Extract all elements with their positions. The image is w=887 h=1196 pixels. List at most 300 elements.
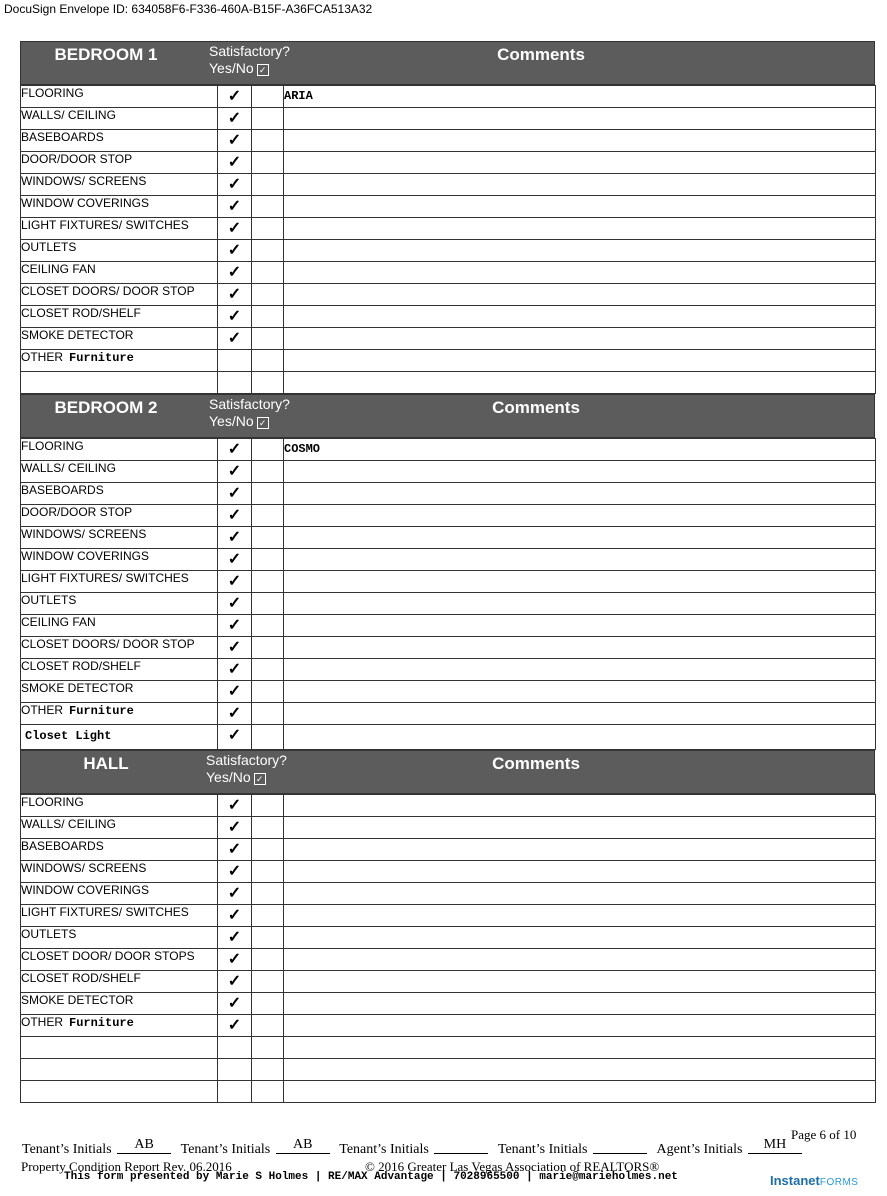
comment-cell[interactable] xyxy=(284,130,876,152)
checkbox-icon: ✓ xyxy=(257,417,269,429)
yes-cell[interactable] xyxy=(218,659,252,681)
table-row xyxy=(21,725,876,750)
yes-no-label: Yes/No xyxy=(209,60,254,76)
no-cell[interactable] xyxy=(252,505,284,527)
check-mark-icon: ✓ xyxy=(227,907,242,924)
item-label: CLOSET ROD/SHELF xyxy=(21,971,141,985)
logo-main: Instanet xyxy=(770,1173,820,1188)
yes-no-line xyxy=(209,413,290,430)
no-cell[interactable] xyxy=(252,461,284,483)
comment-cell[interactable] xyxy=(284,527,876,549)
yes-cell[interactable] xyxy=(218,130,252,152)
item-label: OTHER xyxy=(21,350,63,364)
other-item-text: Furniture xyxy=(69,351,134,365)
comment-cell[interactable] xyxy=(284,1037,876,1059)
item-label: WINDOW COVERINGS xyxy=(21,883,149,897)
check-mark-icon: ✓ xyxy=(227,176,242,193)
comment-cell[interactable] xyxy=(284,174,876,196)
tenant-initials-label-1: Tenant’s Initials xyxy=(22,1142,112,1157)
comment-text: COSMO xyxy=(284,442,321,456)
section-rows xyxy=(20,794,876,1103)
comment-cell[interactable] xyxy=(284,703,876,725)
comment-cell[interactable] xyxy=(284,637,876,659)
comment-cell[interactable] xyxy=(284,681,876,703)
yes-cell[interactable] xyxy=(218,927,252,949)
table-row xyxy=(21,196,876,218)
tenant-initials-3[interactable] xyxy=(434,1137,488,1154)
yes-cell[interactable] xyxy=(218,108,252,130)
comments-heading: Comments xyxy=(492,754,580,773)
satisfactory-label: Satisfactory? xyxy=(209,396,290,412)
comment-cell[interactable] xyxy=(284,461,876,483)
no-cell[interactable] xyxy=(252,439,284,461)
item-label-cell xyxy=(21,593,218,615)
check-mark-icon: ✓ xyxy=(227,1017,242,1034)
check-mark-icon: ✓ xyxy=(227,242,242,259)
item-label: WALLS/ CEILING xyxy=(21,108,116,122)
item-label: WINDOW COVERINGS xyxy=(21,196,149,210)
table-row xyxy=(21,439,876,461)
item-label: CEILING FAN xyxy=(21,262,96,276)
item-label-cell xyxy=(21,284,218,306)
agent-initials[interactable]: MH xyxy=(748,1137,802,1154)
comment-cell[interactable] xyxy=(284,905,876,927)
comment-cell[interactable] xyxy=(284,549,876,571)
yes-cell[interactable] xyxy=(218,372,252,394)
comment-cell[interactable] xyxy=(284,86,876,108)
satisfactory-heading xyxy=(209,43,290,77)
no-cell[interactable] xyxy=(252,284,284,306)
table-row xyxy=(21,571,876,593)
comment-cell[interactable] xyxy=(284,108,876,130)
item-label: SMOKE DETECTOR xyxy=(21,328,134,342)
yes-no-line xyxy=(209,60,290,77)
no-cell[interactable] xyxy=(252,152,284,174)
check-mark-icon: ✓ xyxy=(227,220,242,237)
no-cell[interactable] xyxy=(252,350,284,372)
no-cell[interactable] xyxy=(252,174,284,196)
comment-cell[interactable] xyxy=(284,240,876,262)
item-label: FLOORING xyxy=(21,439,84,453)
item-label-cell xyxy=(21,306,218,328)
section-header xyxy=(20,394,875,438)
table-row xyxy=(21,817,876,839)
item-label: DOOR/DOOR STOP xyxy=(21,152,133,166)
yes-cell[interactable] xyxy=(218,905,252,927)
copyright: © 2016 Greater Las Vegas Association of REALTORS® xyxy=(365,1159,660,1174)
comment-cell[interactable] xyxy=(284,372,876,394)
no-cell[interactable] xyxy=(252,130,284,152)
section-title: BEDROOM 1 xyxy=(54,45,158,64)
item-label: WALLS/ CEILING xyxy=(21,461,116,475)
yes-cell[interactable] xyxy=(218,861,252,883)
comment-cell[interactable] xyxy=(284,152,876,174)
item-label: FLOORING xyxy=(21,795,84,809)
check-mark-icon: ✓ xyxy=(227,485,242,502)
check-mark-icon: ✓ xyxy=(227,551,242,568)
table-row xyxy=(21,306,876,328)
comment-cell[interactable] xyxy=(284,439,876,461)
comment-cell[interactable] xyxy=(284,949,876,971)
check-mark-icon: ✓ xyxy=(227,705,242,722)
yes-cell[interactable] xyxy=(218,505,252,527)
tenant-initials-label-2: Tenant’s Initials xyxy=(180,1142,271,1157)
yes-cell[interactable] xyxy=(218,615,252,637)
item-label: CLOSET DOOR/ DOOR STOPS xyxy=(21,949,195,963)
initials-row xyxy=(22,1137,808,1158)
item-label-cell xyxy=(21,196,218,218)
no-cell[interactable] xyxy=(252,883,284,905)
item-label-cell xyxy=(21,659,218,681)
comment-cell[interactable] xyxy=(284,262,876,284)
yes-cell[interactable] xyxy=(218,196,252,218)
item-label: BASEBOARDS xyxy=(21,130,104,144)
table-row xyxy=(21,659,876,681)
item-label-cell xyxy=(21,971,218,993)
no-cell[interactable] xyxy=(252,218,284,240)
item-label-cell xyxy=(21,861,218,883)
no-cell[interactable] xyxy=(252,571,284,593)
item-label-cell xyxy=(21,483,218,505)
check-mark-icon: ✓ xyxy=(227,573,242,590)
item-label-cell xyxy=(21,1081,218,1103)
presented-by: This form presented by Marie S Holmes | RE/MAX Advantage | 7028965500 | marie@marieholmes.net xyxy=(64,1171,678,1183)
yes-cell[interactable] xyxy=(218,681,252,703)
yes-cell[interactable] xyxy=(218,637,252,659)
item-label-cell xyxy=(21,218,218,240)
comment-cell[interactable] xyxy=(284,218,876,240)
inspection-form xyxy=(20,41,875,1103)
yes-cell[interactable] xyxy=(218,1081,252,1103)
yes-cell[interactable] xyxy=(218,971,252,993)
no-cell[interactable] xyxy=(252,593,284,615)
check-mark-icon: ✓ xyxy=(227,797,242,814)
table-row xyxy=(21,681,876,703)
table-row xyxy=(21,1037,876,1059)
item-label: WINDOWS/ SCREENS xyxy=(21,527,147,541)
check-mark-icon: ✓ xyxy=(227,441,242,458)
section-rows xyxy=(20,85,876,394)
yes-cell[interactable] xyxy=(218,1059,252,1081)
tenant-initials-label-3: Tenant’s Initials xyxy=(339,1142,429,1157)
comment-cell[interactable] xyxy=(284,306,876,328)
yes-cell[interactable] xyxy=(218,174,252,196)
table-row xyxy=(21,1081,876,1103)
no-cell[interactable] xyxy=(252,483,284,505)
no-cell[interactable] xyxy=(252,817,284,839)
no-cell[interactable] xyxy=(252,86,284,108)
no-cell[interactable] xyxy=(252,1037,284,1059)
comment-cell[interactable] xyxy=(284,971,876,993)
comment-cell[interactable] xyxy=(284,571,876,593)
table-row xyxy=(21,262,876,284)
table-row xyxy=(21,328,876,350)
tenant-initials-1[interactable]: AB xyxy=(117,1137,171,1154)
check-mark-icon: ✓ xyxy=(227,951,242,968)
envelope-id: DocuSign Envelope ID: 634058F6-F336-460A-B15F-A36FCA513A32 xyxy=(4,2,373,16)
table-row xyxy=(21,593,876,615)
table-row xyxy=(21,174,876,196)
item-label-cell xyxy=(21,130,218,152)
no-cell[interactable] xyxy=(252,262,284,284)
item-label-cell xyxy=(21,1059,218,1081)
comment-cell[interactable] xyxy=(284,615,876,637)
no-cell[interactable] xyxy=(252,549,284,571)
item-label-cell xyxy=(21,461,218,483)
comment-cell[interactable] xyxy=(284,593,876,615)
yes-cell[interactable] xyxy=(218,1037,252,1059)
comment-cell[interactable] xyxy=(284,725,876,750)
yes-cell[interactable] xyxy=(218,218,252,240)
yes-cell[interactable] xyxy=(218,725,252,750)
comment-cell[interactable] xyxy=(284,505,876,527)
item-label-cell xyxy=(21,1037,218,1059)
check-mark-icon: ✓ xyxy=(227,863,242,880)
comment-text: ARIA xyxy=(284,89,313,103)
no-cell[interactable] xyxy=(252,1081,284,1103)
table-row xyxy=(21,350,876,372)
item-label-cell xyxy=(21,328,218,350)
table-row xyxy=(21,993,876,1015)
section-rows xyxy=(20,438,876,750)
table-row xyxy=(21,527,876,549)
item-label: DOOR/DOOR STOP xyxy=(21,505,133,519)
yes-cell[interactable] xyxy=(218,240,252,262)
table-row xyxy=(21,839,876,861)
check-mark-icon: ✓ xyxy=(227,264,242,281)
no-cell[interactable] xyxy=(252,328,284,350)
no-cell[interactable] xyxy=(252,681,284,703)
check-mark-icon: ✓ xyxy=(227,88,242,105)
instanet-logo xyxy=(770,1173,858,1188)
item-label-cell xyxy=(21,108,218,130)
section-header xyxy=(20,41,875,85)
no-cell[interactable] xyxy=(252,703,284,725)
table-row xyxy=(21,905,876,927)
yes-cell[interactable] xyxy=(218,549,252,571)
yes-cell[interactable] xyxy=(218,949,252,971)
table-row xyxy=(21,795,876,817)
section-title: BEDROOM 2 xyxy=(54,398,158,417)
table-row xyxy=(21,461,876,483)
check-mark-icon: ✓ xyxy=(227,154,242,171)
item-label-cell xyxy=(21,637,218,659)
yes-cell[interactable] xyxy=(218,483,252,505)
table-row xyxy=(21,549,876,571)
item-label: OTHER xyxy=(21,703,63,717)
comment-cell[interactable] xyxy=(284,1059,876,1081)
check-mark-icon: ✓ xyxy=(227,110,242,127)
table-row xyxy=(21,883,876,905)
item-label: LIGHT FIXTURES/ SWITCHES xyxy=(21,571,189,585)
yes-cell[interactable] xyxy=(218,152,252,174)
comment-cell[interactable] xyxy=(284,927,876,949)
no-cell[interactable] xyxy=(252,240,284,262)
table-row xyxy=(21,152,876,174)
no-cell[interactable] xyxy=(252,1015,284,1037)
other-item-text: Furniture xyxy=(69,1016,134,1030)
check-mark-icon: ✓ xyxy=(227,683,242,700)
section-title: HALL xyxy=(83,754,129,773)
item-label-cell xyxy=(21,725,218,750)
tenant-initials-4[interactable] xyxy=(593,1137,647,1154)
item-label: CLOSET ROD/SHELF xyxy=(21,659,141,673)
check-mark-icon: ✓ xyxy=(227,463,242,480)
yes-cell[interactable] xyxy=(218,262,252,284)
item-label: WALLS/ CEILING xyxy=(21,817,116,831)
no-cell[interactable] xyxy=(252,527,284,549)
check-mark-icon: ✓ xyxy=(227,330,242,347)
yes-cell[interactable] xyxy=(218,350,252,372)
table-row xyxy=(21,86,876,108)
yes-cell[interactable] xyxy=(218,993,252,1015)
yes-cell[interactable] xyxy=(218,593,252,615)
yes-cell[interactable] xyxy=(218,795,252,817)
no-cell[interactable] xyxy=(252,905,284,927)
item-label-cell xyxy=(21,505,218,527)
comment-cell[interactable] xyxy=(284,861,876,883)
item-label: SMOKE DETECTOR xyxy=(21,993,134,1007)
other-item-text: Furniture xyxy=(69,704,134,718)
comment-cell[interactable] xyxy=(284,1015,876,1037)
item-label: CLOSET DOORS/ DOOR STOP xyxy=(21,637,195,651)
check-mark-icon: ✓ xyxy=(227,529,242,546)
table-row xyxy=(21,637,876,659)
yes-cell[interactable] xyxy=(218,703,252,725)
comment-cell[interactable] xyxy=(284,483,876,505)
comment-cell[interactable] xyxy=(284,795,876,817)
item-label-cell xyxy=(21,527,218,549)
yes-cell[interactable] xyxy=(218,461,252,483)
table-row xyxy=(21,971,876,993)
check-mark-icon: ✓ xyxy=(227,973,242,990)
comments-heading: Comments xyxy=(497,45,585,64)
tenant-initials-2[interactable]: AB xyxy=(276,1137,330,1154)
check-mark-icon: ✓ xyxy=(227,132,242,149)
item-label-cell xyxy=(21,949,218,971)
comment-cell[interactable] xyxy=(284,993,876,1015)
tenant-initials-label-4: Tenant’s Initials xyxy=(497,1142,588,1157)
check-mark-icon: ✓ xyxy=(227,507,242,524)
check-mark-icon: ✓ xyxy=(227,661,242,678)
item-label-cell xyxy=(21,905,218,927)
table-row xyxy=(21,927,876,949)
no-cell[interactable] xyxy=(252,971,284,993)
item-label: FLOORING xyxy=(21,86,84,100)
no-cell[interactable] xyxy=(252,949,284,971)
no-cell[interactable] xyxy=(252,993,284,1015)
checkbox-icon: ✓ xyxy=(257,64,269,76)
comment-cell[interactable] xyxy=(284,328,876,350)
item-label-cell xyxy=(21,86,218,108)
yes-cell[interactable] xyxy=(218,306,252,328)
item-label-cell xyxy=(21,350,218,372)
item-label-cell xyxy=(21,681,218,703)
comment-cell[interactable] xyxy=(284,284,876,306)
item-label-cell xyxy=(21,571,218,593)
form-revision: Property Condition Report Rev. 06.2016 xyxy=(21,1159,232,1174)
comment-cell[interactable] xyxy=(284,883,876,905)
check-mark-icon: ✓ xyxy=(227,617,242,634)
no-cell[interactable] xyxy=(252,861,284,883)
yes-cell[interactable] xyxy=(218,571,252,593)
yes-cell[interactable] xyxy=(218,1015,252,1037)
item-label-cell xyxy=(21,174,218,196)
satisfactory-heading xyxy=(206,752,287,786)
item-label-cell xyxy=(21,703,218,725)
no-cell[interactable] xyxy=(252,839,284,861)
item-label-cell xyxy=(21,1015,218,1037)
yes-cell[interactable] xyxy=(218,817,252,839)
item-label-cell xyxy=(21,927,218,949)
comment-cell[interactable] xyxy=(284,350,876,372)
item-label-cell xyxy=(21,615,218,637)
no-cell[interactable] xyxy=(252,927,284,949)
table-row xyxy=(21,703,876,725)
satisfactory-heading xyxy=(209,396,290,430)
no-cell[interactable] xyxy=(252,659,284,681)
yes-cell[interactable] xyxy=(218,328,252,350)
yes-cell[interactable] xyxy=(218,527,252,549)
yes-no-label: Yes/No xyxy=(209,413,254,429)
item-label-cell xyxy=(21,817,218,839)
comment-cell[interactable] xyxy=(284,659,876,681)
check-mark-icon: ✓ xyxy=(227,995,242,1012)
no-cell[interactable] xyxy=(252,795,284,817)
check-mark-icon: ✓ xyxy=(227,819,242,836)
table-row xyxy=(21,1059,876,1081)
comment-cell[interactable] xyxy=(284,1081,876,1103)
yes-no-label: Yes/No xyxy=(206,769,251,785)
yes-no-line xyxy=(206,769,287,786)
comment-cell[interactable] xyxy=(284,817,876,839)
item-label-cell xyxy=(21,262,218,284)
no-cell[interactable] xyxy=(252,306,284,328)
comment-cell[interactable] xyxy=(284,839,876,861)
no-cell[interactable] xyxy=(252,196,284,218)
yes-cell[interactable] xyxy=(218,439,252,461)
no-cell[interactable] xyxy=(252,108,284,130)
check-mark-icon: ✓ xyxy=(227,929,242,946)
table-row xyxy=(21,130,876,152)
check-mark-icon: ✓ xyxy=(227,198,242,215)
item-label: WINDOWS/ SCREENS xyxy=(21,861,147,875)
yes-cell[interactable] xyxy=(218,86,252,108)
no-cell[interactable] xyxy=(252,1059,284,1081)
item-label-cell xyxy=(21,152,218,174)
item-label-cell xyxy=(21,439,218,461)
no-cell[interactable] xyxy=(252,372,284,394)
check-mark-icon: ✓ xyxy=(227,639,242,656)
other-item-text: Closet Light xyxy=(25,729,112,743)
yes-cell[interactable] xyxy=(218,839,252,861)
comment-cell[interactable] xyxy=(284,196,876,218)
item-label-cell xyxy=(21,839,218,861)
no-cell[interactable] xyxy=(252,615,284,637)
table-row xyxy=(21,1015,876,1037)
item-label: BASEBOARDS xyxy=(21,483,104,497)
yes-cell[interactable] xyxy=(218,284,252,306)
no-cell[interactable] xyxy=(252,637,284,659)
table-row xyxy=(21,615,876,637)
item-label-cell xyxy=(21,993,218,1015)
no-cell[interactable] xyxy=(252,725,284,750)
yes-cell[interactable] xyxy=(218,883,252,905)
item-label: OUTLETS xyxy=(21,240,77,254)
item-label: CLOSET DOORS/ DOOR STOP xyxy=(21,284,195,298)
item-label: LIGHT FIXTURES/ SWITCHES xyxy=(21,218,189,232)
item-label: OUTLETS xyxy=(21,593,77,607)
